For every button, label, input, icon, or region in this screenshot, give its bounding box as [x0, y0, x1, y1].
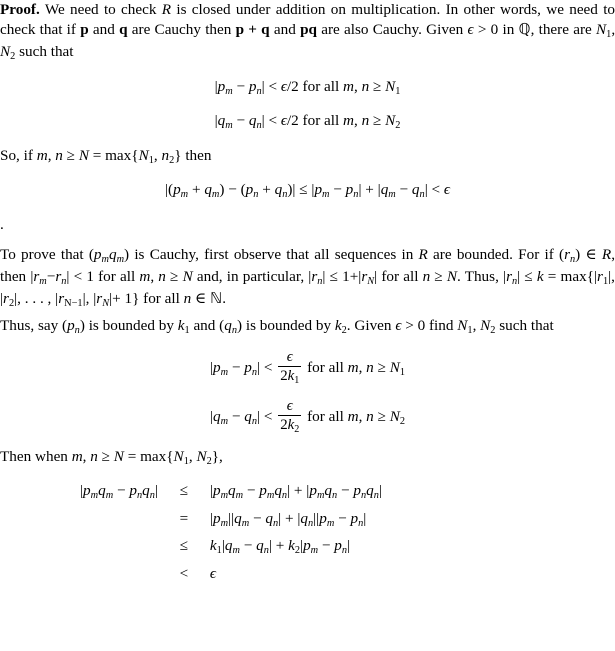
var-q: q — [119, 21, 128, 39]
derivation-row — [80, 506, 382, 534]
line-then-when: Then when m, $n \ge N = \max\{N_1$, $N_2$}, — [0, 447, 223, 467]
final-derivation — [0, 478, 615, 587]
intro-text-5: are also Cauchy. Given — [321, 21, 464, 39]
equation-1: $|p_m - p_n| < \epsilon/2$ for all m, $n \ge N_1$ — [214, 77, 401, 97]
derivation-lhs: $|p_mq_m - p_nq_n|$ — [80, 482, 158, 502]
derivation-rhs: $k_1|q_m - q_n| + k_2|p_m - p_n|$ — [209, 537, 351, 557]
equation-2: $|q_m - q_n| < \epsilon/2$ for all m, $n \ge N_2$ — [214, 112, 401, 132]
derivation-relation: ≤ — [179, 537, 189, 555]
sum-p-q: p + q — [235, 21, 270, 39]
derivation-lhs-empty — [80, 533, 169, 561]
proof-intro-paragraph: Proof. We need to check R is closed under addition on multiplication. In other words, we need to check that if p and q are Cauchy then p + q and pq are also Cauchy. Given ϵ > 0 in ℚ, there are $N_1$, $N_2$ such that — [0, 1, 615, 62]
derivation-rhs: $|p_mq_m - p_mq_n| + |p_mq_n - p_nq_n|$ — [209, 482, 382, 502]
thus-paragraph: Thus, say $(p_n)$ is bounded by $k_1$ and $(q_n)$ is bounded by $k_2$. Given ϵ > 0 find $N_1$, $N_2$ such that — [0, 317, 554, 337]
intro-text-1: We need to check — [44, 1, 157, 18]
intro-text-3: are Cauchy then — [131, 21, 232, 39]
trailing-period: . — [0, 216, 4, 234]
derivation-rhs: ϵ — [209, 565, 217, 583]
intro-text-4: and — [273, 21, 296, 39]
intro-conj: and — [92, 21, 115, 39]
intro-comma: , there are — [530, 21, 592, 39]
line-so-if: So, if m, $n \ge N = \max\{N_1$, $n_2$} then — [0, 146, 212, 166]
derivation-lhs-empty — [80, 561, 169, 587]
intro-text-6: in — [502, 21, 515, 39]
var-p: p — [80, 21, 89, 39]
equation-4: $|p_m - p_n|$ < $\frac{\epsilon}{2k_1}$ for all m, $n \ge N_1$ — [209, 348, 406, 386]
intro-text-8: such that — [19, 42, 74, 60]
field-Q: ℚ — [518, 21, 531, 39]
product-pq: pq — [300, 21, 317, 39]
derivation-relation: = — [179, 509, 189, 527]
derivation-relation: < — [179, 565, 189, 583]
bounded-paragraph: To prove that $(p_mq_m)$ is Cauchy, first observe that all sequences in R are bounded. For if $(r_n)$ ∈ R, then $|r_m-r_n| < 1$ for all m, n ≥ N and, in particular, $|r_n| \le 1+|r_N|$ for all n ≥ N. Thus, $|r_n| \le k = \max\{|r_1|$, $|r_2|$, . . . , $|r_{N-1}|$, $|r_N|+ 1$} for all n ∈ ℕ. — [0, 246, 615, 309]
derivation-rhs: $|p_m||q_m - q_n| + |q_n||p_m - p_n|$ — [209, 509, 367, 529]
proof-label: Proof. — [0, 1, 40, 18]
derivation-row — [80, 561, 382, 587]
N1-label: $N_1$ — [596, 21, 612, 41]
derivation-row — [80, 533, 382, 561]
equation-5: $|q_m - q_n|$ < $\frac{\epsilon}{2k_2}$ for all m, $n \ge N_2$ — [209, 397, 406, 435]
intro-text-2: is closed under addition on multiplication. In other words, we need to check that if — [0, 1, 615, 39]
equation-3: $|(p_m + q_m) - (p_n + q_n)| \le |p_m - p_n| + |q_m - q_n| < \epsilon$ — [164, 181, 451, 201]
derivation-relation: ≤ — [179, 482, 189, 500]
derivation-lhs-empty — [80, 506, 169, 534]
derivation-row — [80, 478, 382, 506]
N2-label: $N_2$ — [0, 42, 16, 62]
var-R: R — [161, 1, 172, 18]
